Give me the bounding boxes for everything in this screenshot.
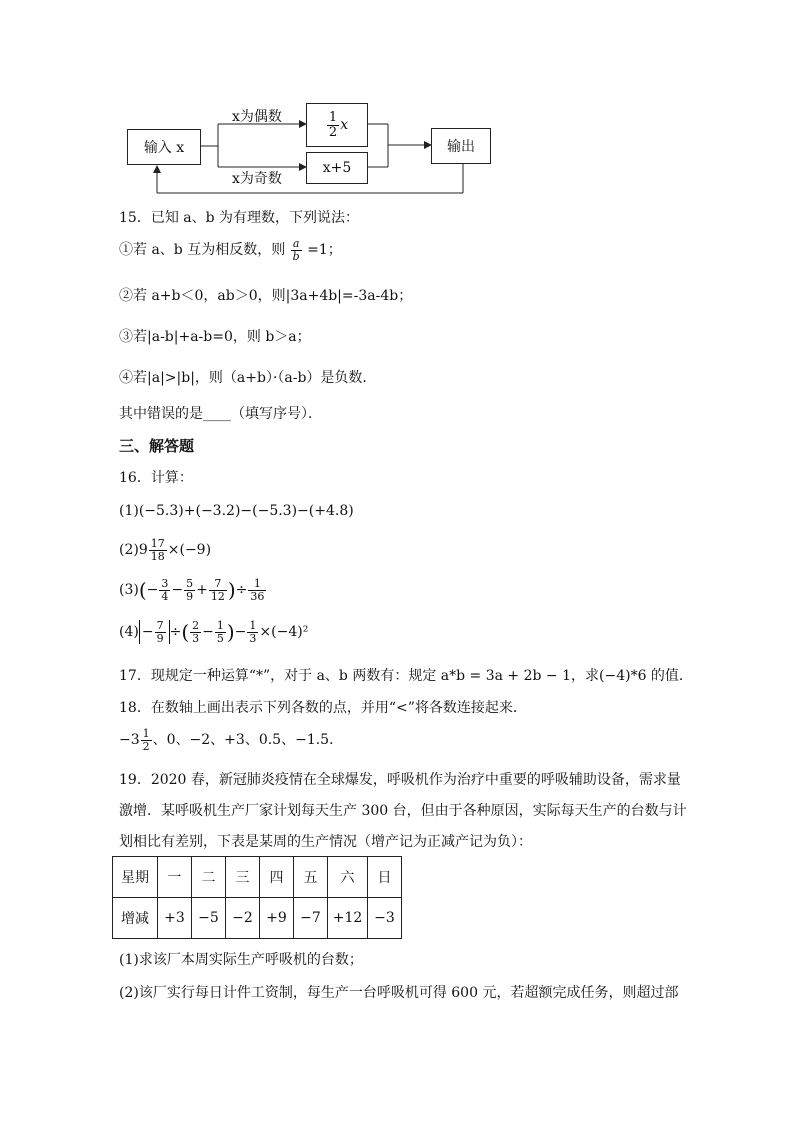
q18-text: 18．在数轴上画出表示下列各数的点，并用“<”将各数连接起来． <box>119 700 527 716</box>
q16-part-4: (4) − $\frac{7}{9}$ ÷( $\frac{2}{3}$ − $\frac{1}{5}$ )− $\frac{1}{3}$ ×(−4)² <box>119 619 309 645</box>
q19-line-2: 激增．某呼吸机生产厂家计划每天生产 300 台，但由于各种原因，实际每天生产的台数与计 <box>119 803 687 819</box>
flowchart-output-box <box>431 128 491 164</box>
table-row-days <box>113 857 402 898</box>
q19-line-3: 划相比有差别，下表是某周的生产情况（增产记为正减产记为负）： <box>119 834 532 850</box>
q19-line-1: 19．2020 春，新冠肺炎疫情在全球爆发，呼吸机作为治疗中重要的呼吸辅助设备，需求量 <box>119 772 681 788</box>
flowchart-input-label: 输入 x <box>143 140 185 156</box>
q15-statement-3: ③若|a-b|+a-b=0，则 b＞a； <box>119 329 311 345</box>
table-cell-day: 三 <box>226 857 260 898</box>
table-cell-day: 日 <box>368 857 402 898</box>
table-cell-change: +12 <box>328 898 368 939</box>
table-cell-change: −2 <box>226 898 260 939</box>
q15-statement-1: ①若 a、b 互为相反数，则 $\frac{a}{b}$ =1； <box>119 237 342 263</box>
table-cell-day: 四 <box>260 857 294 898</box>
table-header-day: 星期 <box>113 857 158 898</box>
q16-part-1: (1)(−5.3)+(−3.2)−(−5.3)−(+4.8) <box>119 503 354 519</box>
flowchart-even-fraction: $\frac{1}{2}$ <box>328 109 338 140</box>
flowchart-odd-box <box>306 152 368 184</box>
q15-answer-prompt: 其中错误的是____（填写序号）． <box>119 406 322 422</box>
table-cell-change: −7 <box>294 898 328 939</box>
production-table <box>112 856 402 939</box>
q15-s1-fraction: $\frac{a}{b}$ <box>292 237 300 263</box>
table-cell-day: 二 <box>192 857 226 898</box>
flowchart-even-box <box>306 103 368 147</box>
flowchart-odd-branch-label: x为奇数 <box>232 171 282 187</box>
table-cell-day: 五 <box>294 857 328 898</box>
q18-numbers: −3 $\frac{1}{2}$ 、0、−2、+3、0.5、−1.5． <box>119 727 344 753</box>
q15-stem: 15．已知 a、b 为有理数，下列说法： <box>119 210 360 226</box>
flowchart-even-var: x <box>340 117 349 133</box>
table-cell-change: −5 <box>192 898 226 939</box>
table-header-change: 增减 <box>113 898 158 939</box>
flowchart-odd-op: x+5 <box>322 160 352 176</box>
flowchart-output-label: 输出 <box>447 139 475 155</box>
table-cell-change: −3 <box>368 898 402 939</box>
q19-subquestion-2: (2)该厂实行每日计件工资制，每生产一台呼吸机可得 600 元，若超额完成任务，则超过部 <box>119 985 679 1001</box>
table-row-changes <box>113 898 402 939</box>
q15-statement-2: ②若 a+b＜0，ab＞0，则|3a+4b|=-3a-4b； <box>119 288 413 304</box>
flowchart-input-box <box>127 129 201 165</box>
table-cell-day: 六 <box>328 857 368 898</box>
q17-text: 17．现规定一种运算“*”，对于 a、b 两数有：规定 a*b = 3a + 2b − 1，求(−4)*6 的值． <box>119 668 693 684</box>
table-cell-day: 一 <box>158 857 192 898</box>
q16-part-3: (3)(− $\frac{3}{4}$ − $\frac{5}{9}$ + $\frac{7}{12}$ )÷ $\frac{1}{36}$ <box>119 577 265 603</box>
table-cell-change: +3 <box>158 898 192 939</box>
q16-stem: 16．计算： <box>119 470 193 486</box>
table-cell-change: +9 <box>260 898 294 939</box>
q16-part-2: (2)9 $\frac{17}{18}$ ×(−9) <box>119 537 212 563</box>
q19-subquestion-1: (1)求该厂本周实际生产呼吸机的台数； <box>119 952 363 968</box>
section-3-title: 三、解答题 <box>119 437 195 455</box>
flowchart-even-branch-label: x为偶数 <box>232 109 282 125</box>
flowchart-connectors <box>0 0 794 200</box>
q15-statement-4: ④若|a|>|b|，则（a+b）·（a-b）是负数． <box>119 370 377 386</box>
